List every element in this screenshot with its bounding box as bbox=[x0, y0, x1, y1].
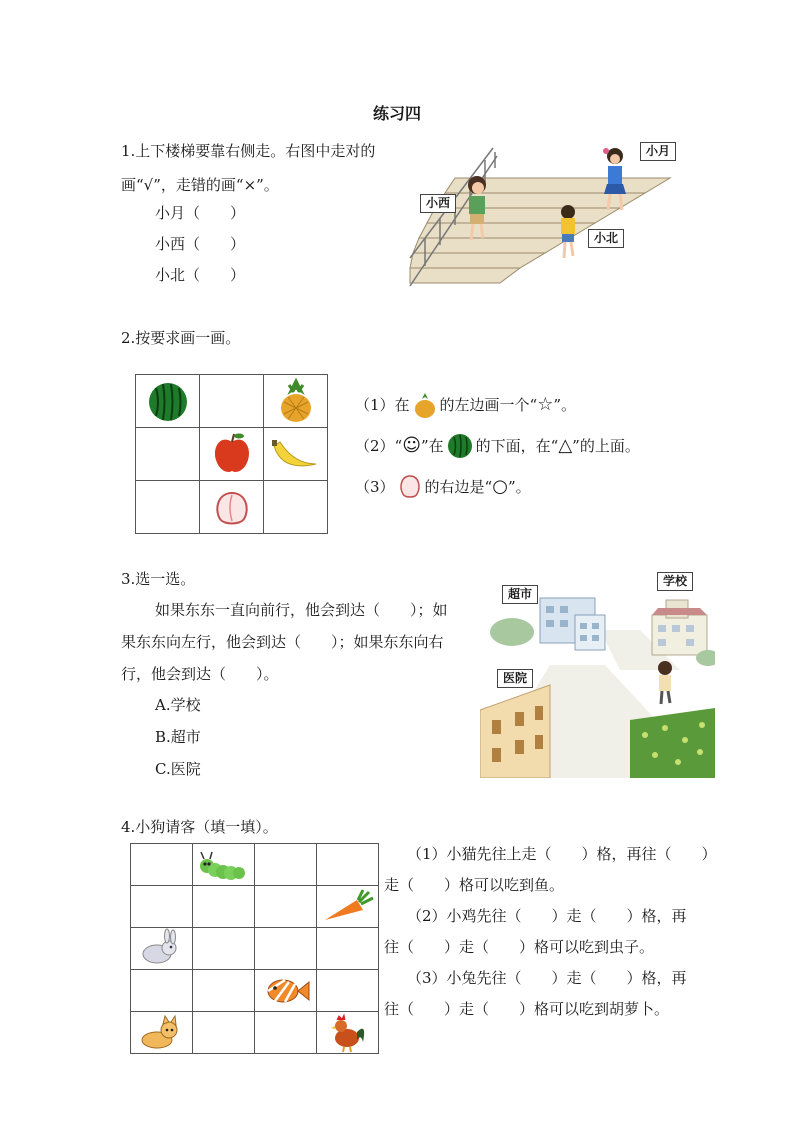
q4-line2b: 往（ ）走（ ）格可以吃到虫子。 bbox=[384, 938, 655, 956]
grid-cell bbox=[193, 844, 255, 886]
page-title: 练习四 bbox=[373, 104, 422, 123]
q1-stem-line2: 画“√”，走错的画“×”。 bbox=[121, 176, 279, 194]
grid-cell bbox=[136, 481, 200, 534]
grid-cell bbox=[131, 970, 193, 1012]
pineapple-icon bbox=[412, 391, 438, 419]
grid-cell bbox=[264, 428, 328, 481]
circle-icon: ○ bbox=[492, 476, 508, 497]
q4-line2a: （2）小鸡先往（ ）走（ ）格，再 bbox=[407, 907, 687, 925]
grid-cell bbox=[317, 844, 379, 886]
q3-line2: 果东东向左行，他会到达（ ）；如果东东向右 bbox=[121, 633, 444, 651]
clue-3-prefix: （3） bbox=[355, 477, 395, 496]
q2-clue-3 bbox=[355, 473, 531, 501]
q2-clue-2 bbox=[355, 432, 640, 460]
q3-option-a[interactable]: A.学校 bbox=[155, 696, 201, 714]
q1-item-xiaoxi[interactable]: 小西（ ） bbox=[155, 235, 246, 253]
q4-line3b: 往（ ）走（ ）格可以吃到胡萝卜。 bbox=[384, 1000, 670, 1018]
grid-cell bbox=[200, 428, 264, 481]
q1-item-xiaobei[interactable]: 小北（ ） bbox=[155, 266, 246, 284]
clue-2-prefix: （2）“ bbox=[355, 436, 403, 455]
label-xiaobei: 小北 bbox=[588, 229, 624, 248]
q2-stem: 2.按要求画一画。 bbox=[121, 329, 241, 347]
q3-line1: 如果东东一直向前行，他会到达（ ）；如 bbox=[155, 601, 448, 619]
q1-stem-line1: 1.上下楼梯要靠右侧走。右图中走对的 bbox=[121, 142, 376, 160]
grid-cell bbox=[255, 928, 317, 970]
rooster-icon bbox=[317, 1012, 378, 1053]
rabbit-icon bbox=[131, 928, 192, 969]
clue-1-middle: 的左边画一个“ bbox=[439, 395, 538, 414]
grid-cell bbox=[193, 970, 255, 1012]
clue-3-suffix: ”。 bbox=[507, 477, 531, 496]
grid-cell bbox=[193, 928, 255, 970]
fruit-grid bbox=[135, 374, 328, 534]
grid-cell bbox=[317, 1012, 379, 1054]
label-hospital: 医院 bbox=[497, 669, 533, 688]
grid-cell bbox=[317, 970, 379, 1012]
animal-grid bbox=[130, 843, 379, 1054]
label-xiaoxi: 小西 bbox=[420, 194, 456, 213]
grid-cell bbox=[131, 928, 193, 970]
q4-stem: 4.小狗请客（填一填）。 bbox=[121, 818, 278, 836]
grid-cell bbox=[136, 375, 200, 428]
q4-line3a: （3）小兔先往（ ）走（ ）格，再 bbox=[407, 969, 687, 987]
peach-icon bbox=[200, 481, 263, 533]
clue-3-middle: 的右边是“ bbox=[424, 477, 493, 496]
grid-cell bbox=[131, 1012, 193, 1054]
grid-cell bbox=[317, 928, 379, 970]
grid-cell bbox=[131, 844, 193, 886]
pineapple-icon bbox=[264, 375, 327, 427]
carrot-icon bbox=[317, 886, 378, 927]
q4-line1a: （1）小猫先往上走（ ）格，再往（ ） bbox=[407, 845, 717, 863]
label-supermarket: 超市 bbox=[502, 585, 538, 604]
grid-cell bbox=[200, 375, 264, 428]
clue-2-suffix: ”的上面。 bbox=[572, 436, 640, 455]
q3-line3: 行，他会到达（ ）。 bbox=[121, 665, 279, 683]
grid-cell bbox=[193, 1012, 255, 1054]
grid-cell bbox=[193, 886, 255, 928]
stairs-illustration bbox=[405, 138, 690, 293]
label-school: 学校 bbox=[657, 572, 693, 591]
grid-cell bbox=[264, 375, 328, 428]
grid-cell bbox=[264, 481, 328, 534]
q3-option-c[interactable]: C.医院 bbox=[155, 760, 201, 778]
peach-icon bbox=[397, 473, 423, 501]
grid-cell bbox=[317, 886, 379, 928]
star-icon: ☆ bbox=[537, 394, 554, 415]
clue-1-prefix: （1）在 bbox=[355, 395, 410, 414]
cat-icon bbox=[131, 1012, 192, 1053]
fish-icon bbox=[255, 970, 316, 1011]
clue-2-middle2: 的下面，在“ bbox=[475, 436, 559, 455]
grid-cell bbox=[255, 886, 317, 928]
q3-option-b[interactable]: B.超市 bbox=[155, 728, 201, 746]
label-xiaoyue: 小月 bbox=[640, 142, 676, 161]
caterpillar-icon bbox=[193, 844, 254, 885]
triangle-icon: △ bbox=[558, 435, 573, 456]
grid-cell bbox=[255, 970, 317, 1012]
grid-cell bbox=[255, 1012, 317, 1054]
banana-icon bbox=[264, 428, 327, 480]
smiley-icon: ☺ bbox=[402, 435, 421, 456]
watermelon-icon bbox=[136, 375, 199, 427]
q3-stem: 3.选一选。 bbox=[121, 570, 196, 588]
grid-cell bbox=[200, 481, 264, 534]
grid-cell bbox=[136, 428, 200, 481]
watermelon-icon bbox=[446, 432, 474, 460]
q4-line1b: 走（ ）格可以吃到鱼。 bbox=[384, 876, 565, 894]
clue-2-middle1: ”在 bbox=[420, 436, 444, 455]
grid-cell bbox=[131, 886, 193, 928]
q2-clue-1 bbox=[355, 391, 576, 419]
grid-cell bbox=[255, 844, 317, 886]
apple-icon bbox=[200, 428, 263, 480]
q1-item-xiaoyue[interactable]: 小月（ ） bbox=[155, 204, 246, 222]
clue-1-suffix: ”。 bbox=[553, 395, 577, 414]
